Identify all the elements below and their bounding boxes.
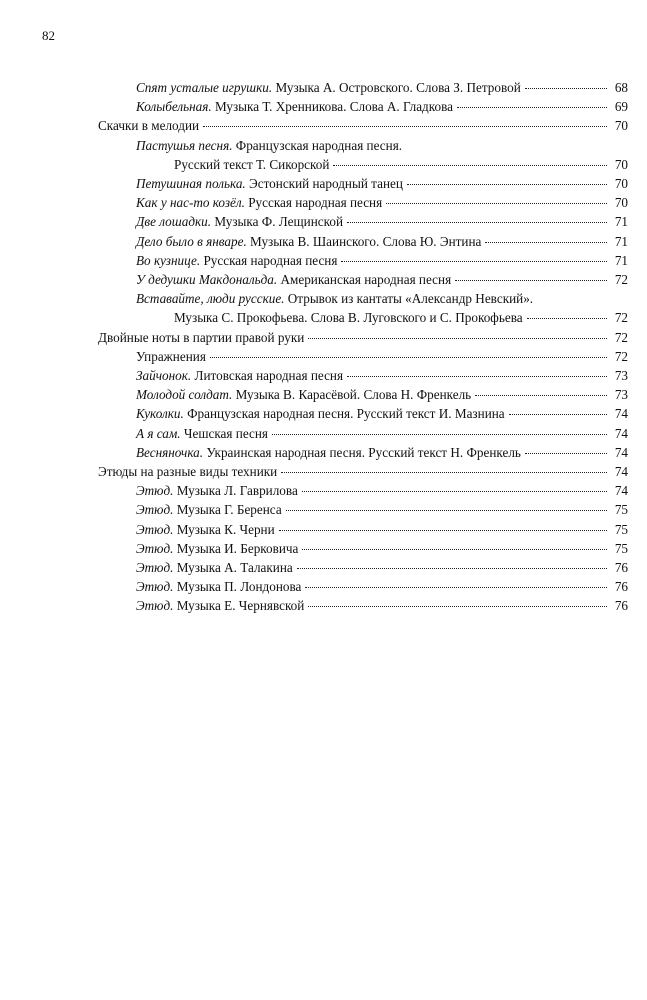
toc-entry-text: Русская народная песня <box>244 195 383 211</box>
toc-entry-page: 74 <box>614 483 628 499</box>
toc-entry-title: Этюд. <box>136 540 174 556</box>
toc-entry-page: 70 <box>614 156 628 172</box>
toc-entry-page: 72 <box>614 272 628 288</box>
dot-leader <box>281 471 607 473</box>
toc-entry <box>98 481 628 500</box>
toc-entry-title: Во кузнице. <box>136 252 201 268</box>
toc-entry <box>98 116 628 135</box>
dot-leader <box>347 375 607 377</box>
toc-entry-text: Литовская народная песня <box>191 368 344 384</box>
toc-entry-text: Музыка А. Талакина <box>173 560 293 576</box>
toc-entry-title: Спят усталые игрушки. <box>136 80 273 95</box>
dot-leader <box>272 433 607 435</box>
toc-entry-title: Этюд. <box>136 579 174 595</box>
toc-entry <box>98 347 628 366</box>
dot-leader <box>525 452 607 454</box>
toc-entry <box>98 289 628 308</box>
toc-entry-text: Русский текст Т. Сикорской <box>174 156 330 172</box>
toc-entry <box>98 193 628 212</box>
toc-entry-title: Этюд. <box>136 483 174 499</box>
toc-entry-title: Этюд. <box>136 598 174 614</box>
toc-entry-text: Скачки в мелодии <box>98 118 200 134</box>
dot-leader <box>302 548 607 550</box>
toc-entry <box>98 462 628 481</box>
page-number: 82 <box>42 28 55 43</box>
toc-entry-page: 76 <box>614 579 628 595</box>
toc-entry-title: Этюд. <box>136 502 174 518</box>
toc-entry-text: Музыка В. Карасёвой. Слова Н. Френкель <box>232 387 472 403</box>
toc-entry <box>98 366 628 385</box>
toc-entry-text: Музыка А. Островского. Слова З. Петровой <box>272 80 521 95</box>
toc-entry-text: Музыка П. Лондонова <box>173 579 302 595</box>
toc-entry-text: Музыка Ф. Лещинской <box>211 214 344 230</box>
toc-entry-page: 76 <box>614 598 628 614</box>
toc-entry-page: 74 <box>614 425 628 441</box>
toc-entry <box>98 270 628 289</box>
toc-entry-page: 76 <box>614 560 628 576</box>
dot-leader <box>527 317 607 319</box>
toc-entry-text: Чешская песня <box>180 425 268 441</box>
table-of-contents <box>98 78 628 616</box>
toc-entry <box>98 404 628 423</box>
toc-entry-page: 70 <box>614 176 628 192</box>
toc-entry <box>98 424 628 443</box>
toc-entry <box>98 212 628 231</box>
toc-entry-text: Музыка Л. Гаврилова <box>173 483 298 499</box>
toc-entry-text: Музыка Е. Чернявской <box>173 598 305 614</box>
toc-entry <box>98 155 628 174</box>
toc-entry-title: Весняночка. <box>136 444 204 460</box>
toc-entry <box>98 136 628 155</box>
toc-entry <box>98 385 628 404</box>
toc-entry-text: Русская народная песня <box>200 252 338 268</box>
dot-leader <box>305 586 607 588</box>
dot-leader <box>525 87 607 89</box>
dot-leader <box>509 413 607 415</box>
toc-entry <box>98 558 628 577</box>
dot-leader <box>457 106 607 108</box>
toc-entry <box>98 308 628 327</box>
dot-leader <box>210 356 607 358</box>
toc-entry-page: 71 <box>614 233 628 249</box>
toc-entry-text: Французская народная песня. <box>232 137 403 153</box>
dot-leader <box>475 394 607 396</box>
toc-entry <box>98 577 628 596</box>
toc-entry-text: Музыка В. Шаинского. Слова Ю. Энтина <box>246 233 482 249</box>
dot-leader <box>386 202 607 204</box>
toc-entry-text: Отрывок из кантаты «Александр Невский». <box>284 291 534 307</box>
dot-leader <box>347 221 607 223</box>
toc-entry-text: Французская народная песня. Русский текст И. Мазнина <box>183 406 505 422</box>
dot-leader <box>279 529 607 531</box>
toc-entry-text: Упражнения <box>136 348 206 364</box>
toc-entry <box>98 232 628 251</box>
toc-entry-page: 73 <box>614 368 628 384</box>
toc-entry-text: Музыка Г. Беренса <box>173 502 282 518</box>
dot-leader <box>308 337 607 339</box>
dot-leader <box>308 605 607 607</box>
toc-entry-title: Как у нас-то козёл. <box>136 195 245 211</box>
toc-entry-page: 75 <box>614 502 628 518</box>
dot-leader <box>302 490 607 492</box>
dot-leader <box>286 509 607 511</box>
toc-entry-page: 73 <box>614 387 628 403</box>
toc-entry-page: 68 <box>614 80 628 95</box>
toc-entry-title: Зайчонок. <box>136 368 192 384</box>
toc-entry <box>98 251 628 270</box>
toc-entry-page: 74 <box>614 444 628 460</box>
toc-entry-page: 70 <box>614 195 628 211</box>
toc-entry <box>98 328 628 347</box>
toc-entry-page: 75 <box>614 540 628 556</box>
dot-leader <box>203 125 607 127</box>
toc-entry-text: Этюды на разные виды техники <box>98 464 278 480</box>
toc-entry-title: Молодой солдат. <box>136 387 233 403</box>
toc-entry <box>98 500 628 519</box>
toc-entry-page: 71 <box>614 252 628 268</box>
toc-entry-page: 70 <box>614 118 628 134</box>
toc-entry-text: Двойные ноты в партии правой руки <box>98 329 305 345</box>
toc-entry-page: 72 <box>614 348 628 364</box>
dot-leader <box>485 241 607 243</box>
toc-entry-page: 71 <box>614 214 628 230</box>
toc-entry-title: Дело было в январе. <box>136 233 247 249</box>
toc-entry <box>98 520 628 539</box>
toc-entry-page: 72 <box>614 310 628 326</box>
toc-entry-text: Музыка Т. Хренникова. Слова А. Гладкова <box>211 99 454 115</box>
toc-entry-title: Этюд. <box>136 560 174 576</box>
toc-entry-title: А я сам. <box>136 425 181 441</box>
toc-entry <box>98 596 628 615</box>
toc-entry <box>98 174 628 193</box>
toc-entry-title: Куколки. <box>136 406 184 422</box>
toc-entry-text: Американская народная песня <box>277 272 452 288</box>
dot-leader <box>455 279 607 281</box>
toc-entry-text: Музыка И. Берковича <box>173 540 299 556</box>
toc-entry-title: Пастушья песня. <box>136 137 233 153</box>
toc-entry-title: Петушиная полька. <box>136 176 246 192</box>
toc-entry-page: 74 <box>614 406 628 422</box>
toc-entry-title: Две лошадки. <box>136 214 212 230</box>
toc-entry-title: Вставайте, люди русские. <box>136 291 285 307</box>
toc-entry-title: У дедушки Макдональда. <box>136 272 278 288</box>
toc-entry-title: Этюд. <box>136 521 174 537</box>
toc-entry <box>98 443 628 462</box>
toc-entry-page: 75 <box>614 521 628 537</box>
toc-entry <box>98 97 628 116</box>
toc-entry-page: 74 <box>614 464 628 480</box>
toc-entry-text: Эстонский народный танец <box>245 176 403 192</box>
dot-leader <box>297 567 607 569</box>
toc-entry <box>98 539 628 558</box>
dot-leader <box>333 164 607 166</box>
dot-leader <box>407 183 607 185</box>
toc-entry <box>98 78 628 97</box>
toc-entry-text: Музыка С. Прокофьева. Слова В. Луговского и С. Прокофьева <box>174 310 523 326</box>
toc-entry-text: Украинская народная песня. Русский текст Н. Френкель <box>203 444 521 460</box>
toc-entry-page: 69 <box>614 99 628 115</box>
toc-entry-text: Музыка К. Черни <box>173 521 275 537</box>
toc-entry-title: Колыбельная. <box>136 99 212 115</box>
toc-entry-page: 72 <box>614 329 628 345</box>
dot-leader <box>341 260 607 262</box>
